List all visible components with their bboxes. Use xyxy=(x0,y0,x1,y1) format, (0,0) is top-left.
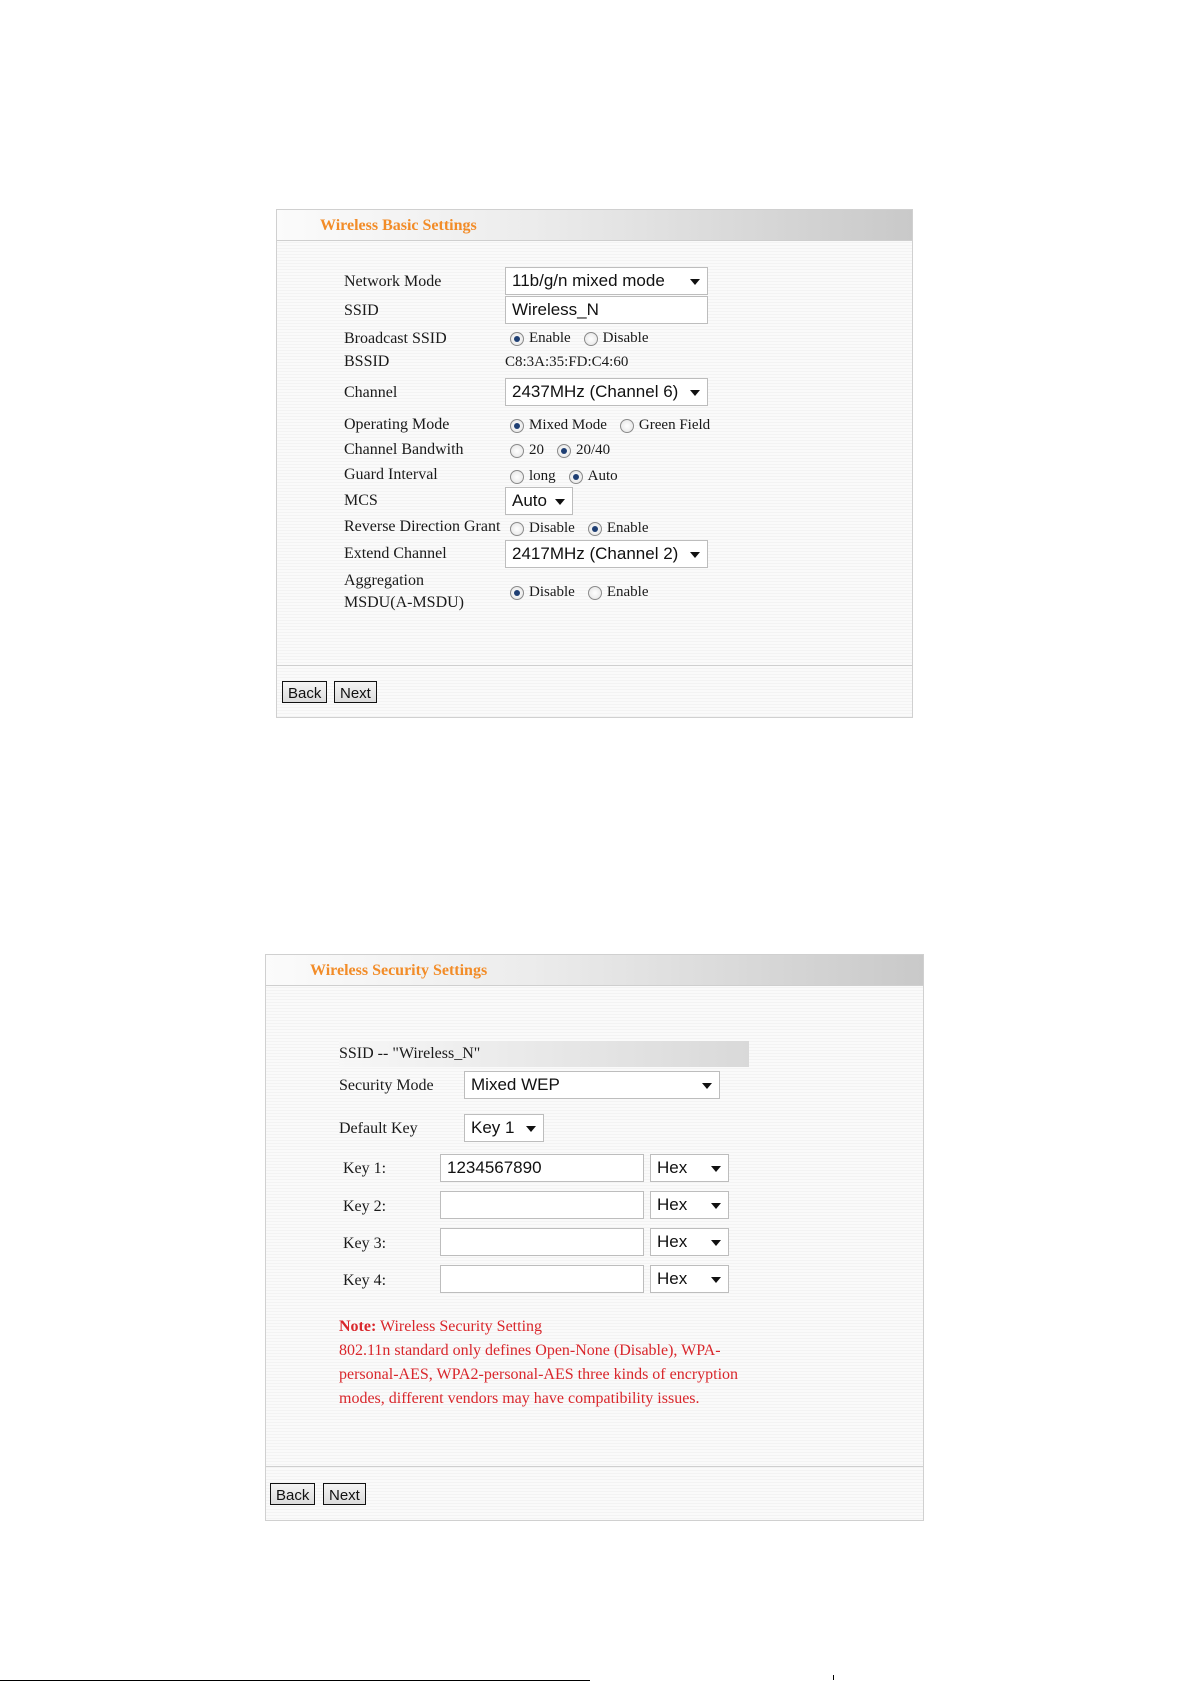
wireless-security-settings-panel xyxy=(265,954,924,1521)
radio-label: Enable xyxy=(606,520,649,536)
radio-label: Auto xyxy=(587,468,618,484)
guard-interval-long[interactable] xyxy=(510,468,556,485)
security-note xyxy=(339,1315,751,1411)
channel-label: Channel xyxy=(344,384,398,401)
radio-label: Disable xyxy=(602,330,649,346)
panel-title: Wireless Security Settings xyxy=(310,962,488,979)
guard-interval-label: Guard Interval xyxy=(344,466,438,483)
network-mode-value: 11b/g/n mixed mode xyxy=(512,271,665,290)
extend-channel-label: Extend Channel xyxy=(344,545,447,562)
radio-selected-icon[interactable] xyxy=(588,522,602,536)
reverse-direction-grant-label: Reverse Direction Grant xyxy=(344,518,501,535)
key-3-input[interactable] xyxy=(440,1228,644,1256)
guard-interval-auto[interactable] xyxy=(569,468,618,485)
channel-select[interactable] xyxy=(505,378,708,406)
network-mode-label: Network Mode xyxy=(344,273,442,290)
aggregation-msdu-disable[interactable] xyxy=(510,584,575,601)
chevron-down-icon xyxy=(526,1126,536,1132)
wireless-basic-settings-panel xyxy=(276,209,913,718)
radio-icon[interactable] xyxy=(620,419,634,433)
radio-label: Enable xyxy=(606,584,649,600)
page-footer-rule xyxy=(0,1680,590,1681)
key-1-format-value: Hex xyxy=(657,1158,688,1177)
ssid-label: SSID xyxy=(344,302,379,319)
footer-divider xyxy=(277,665,912,666)
next-button[interactable]: Next xyxy=(334,681,377,703)
chevron-down-icon xyxy=(711,1277,721,1283)
broadcast-ssid-group xyxy=(510,330,661,347)
mcs-value: Auto xyxy=(512,491,547,510)
chevron-down-icon xyxy=(690,552,700,558)
note-title: Wireless Security Setting xyxy=(376,1318,543,1335)
chevron-down-icon xyxy=(711,1240,721,1246)
key-3-format-value: Hex xyxy=(657,1232,688,1251)
key-1-input[interactable]: 1234567890 xyxy=(440,1154,644,1182)
radio-selected-icon[interactable] xyxy=(510,419,524,433)
chevron-down-icon xyxy=(690,390,700,396)
key-1-format-select[interactable] xyxy=(650,1154,729,1182)
radio-icon[interactable] xyxy=(510,470,524,484)
default-key-select[interactable] xyxy=(464,1114,544,1142)
key-2-format-select[interactable] xyxy=(650,1191,729,1219)
chevron-down-icon xyxy=(555,499,565,505)
radio-selected-icon[interactable] xyxy=(557,444,571,458)
key-2-format-value: Hex xyxy=(657,1195,688,1214)
reverse-direction-grant-group xyxy=(510,520,661,537)
ssid-header: SSID -- "Wireless_N" xyxy=(339,1045,481,1062)
radio-icon[interactable] xyxy=(588,586,602,600)
operating-mode-group xyxy=(510,417,723,434)
page-mark xyxy=(833,1675,836,1680)
key-4-label: Key 4: xyxy=(343,1272,387,1289)
channel-bandwidth-label: Channel Bandwith xyxy=(344,441,464,458)
channel-bandwidth-20[interactable] xyxy=(510,442,544,459)
note-head: Note: xyxy=(339,1318,377,1335)
radio-label: 20 xyxy=(529,442,544,458)
reverse-direction-grant-enable[interactable] xyxy=(588,520,649,537)
radio-icon[interactable] xyxy=(510,444,524,458)
extend-channel-value: 2417MHz (Channel 2) xyxy=(512,544,679,563)
network-mode-select[interactable] xyxy=(505,267,708,295)
key-2-input[interactable] xyxy=(440,1191,644,1219)
key-3-format-select[interactable] xyxy=(650,1228,729,1256)
operating-mode-mixed[interactable] xyxy=(510,417,607,434)
reverse-direction-grant-disable[interactable] xyxy=(510,520,575,537)
mcs-select[interactable] xyxy=(505,487,573,515)
security-mode-label: Security Mode xyxy=(339,1077,434,1094)
ssid-header-bar xyxy=(339,1041,749,1067)
aggregation-msdu-group xyxy=(510,584,661,601)
operating-mode-green-field[interactable] xyxy=(620,417,710,434)
radio-label: Disable xyxy=(529,520,575,536)
chevron-down-icon xyxy=(711,1166,721,1172)
radio-icon[interactable] xyxy=(510,522,524,536)
channel-value: 2437MHz (Channel 6) xyxy=(512,382,679,401)
broadcast-ssid-label: Broadcast SSID xyxy=(344,330,447,347)
chevron-down-icon xyxy=(702,1083,712,1089)
security-mode-select[interactable] xyxy=(464,1071,720,1099)
radio-label: Green Field xyxy=(638,417,711,433)
radio-label: long xyxy=(529,468,556,484)
broadcast-ssid-enable[interactable] xyxy=(510,330,571,347)
radio-icon[interactable] xyxy=(584,332,598,346)
ssid-input[interactable]: Wireless_N xyxy=(505,296,708,324)
key-4-input[interactable] xyxy=(440,1265,644,1293)
next-button[interactable]: Next xyxy=(323,1483,366,1505)
chevron-down-icon xyxy=(711,1203,721,1209)
key-4-format-value: Hex xyxy=(657,1269,688,1288)
key-1-label: Key 1: xyxy=(343,1160,387,1177)
panel-header xyxy=(266,955,923,986)
chevron-down-icon xyxy=(690,279,700,285)
broadcast-ssid-disable[interactable] xyxy=(584,330,649,347)
bssid-value: C8:3A:35:FD:C4:60 xyxy=(505,354,629,370)
mcs-label: MCS xyxy=(344,492,378,509)
radio-label: Disable xyxy=(529,584,575,600)
default-key-label: Default Key xyxy=(339,1120,418,1137)
key-3-label: Key 3: xyxy=(343,1235,387,1252)
extend-channel-select[interactable] xyxy=(505,540,708,568)
back-button[interactable]: Back xyxy=(282,681,327,703)
radio-selected-icon[interactable] xyxy=(510,332,524,346)
radio-selected-icon[interactable] xyxy=(510,586,524,600)
channel-bandwidth-20-40[interactable] xyxy=(557,442,610,459)
radio-label: 20/40 xyxy=(576,442,611,458)
panel-title: Wireless Basic Settings xyxy=(320,217,477,234)
security-mode-value: Mixed WEP xyxy=(471,1075,560,1094)
radio-selected-icon[interactable] xyxy=(569,470,583,484)
back-button[interactable]: Back xyxy=(270,1483,315,1505)
footer-divider xyxy=(266,1466,923,1467)
key-4-format-select[interactable] xyxy=(650,1265,729,1293)
key-2-label: Key 2: xyxy=(343,1198,387,1215)
aggregation-msdu-enable[interactable] xyxy=(588,584,649,601)
guard-interval-group xyxy=(510,468,631,485)
aggregation-msdu-label: Aggregation MSDU(A-MSDU) xyxy=(344,572,465,611)
bssid-label: BSSID xyxy=(344,353,390,370)
note-body: 802.11n standard only defines Open-None (Disable), WPA-personal-AES, WPA2-personal-AES three kinds of encryption modes, different vendors may have compatibility issues. xyxy=(339,1342,739,1407)
channel-bandwidth-group xyxy=(510,442,623,459)
default-key-value: Key 1 xyxy=(471,1118,515,1137)
radio-label: Mixed Mode xyxy=(529,417,607,433)
operating-mode-label: Operating Mode xyxy=(344,416,450,433)
radio-label: Enable xyxy=(529,330,571,346)
panel-header xyxy=(277,210,912,241)
